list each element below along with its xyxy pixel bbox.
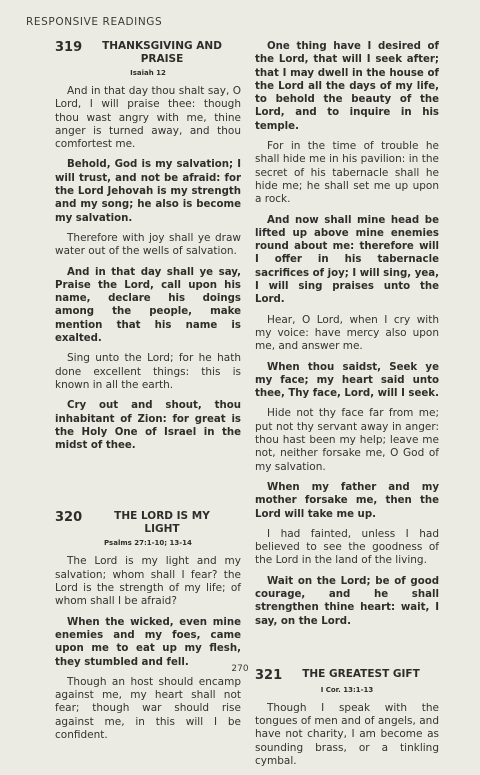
verse-leader: I had fainted, unless I had believed to see the goodness of the Lord in the land of the living. — [255, 527, 439, 567]
verse-response: And now shall mine head be lifted up above mine enemies round about me: therefore will I offer in his tabernacle sacrifices of joy; I will sing, yea, I will sing praises unto the Lord. — [255, 214, 439, 306]
scripture-reference: Isaiah 12 — [130, 69, 166, 77]
verse-leader: Though an host should encamp against me, my heart shall not fear; though war should rise against me, in this will I be confident. — [55, 675, 241, 741]
verse-leader: Though I speak with the tongues of men and of angels, and have not charity, I am become as sounding brass, or a tinkling cymbal. — [255, 701, 439, 768]
left-column — [55, 40, 241, 749]
verse-leader: And in that day thou shalt say, O Lord, I will praise thee: though thou wast angry with me, thine anger is turned away, and thou comfortest me. — [55, 85, 241, 151]
reading-number: 319 — [55, 40, 83, 55]
verse-response: When thou saidst, Seek ye my face; my heart said unto thee, Thy face, Lord, will I seek. — [255, 361, 439, 400]
verse-leader: Hear, O Lord, when I cry with my voice: have mercy also upon me, and answer me. — [255, 313, 439, 353]
verse-leader: The Lord is my light and my salvation; whom shall I fear? the Lord is the strength of my life; of whom shall I be afraid? — [55, 555, 241, 608]
page-number: 270 — [231, 664, 249, 674]
scripture-reference: Psalms 27:1-10; 13-14 — [104, 539, 192, 548]
reading-title: THE GREATEST GIFT — [302, 667, 420, 680]
verse-response: When the wicked, even mine enemies and my foes, came upon me to eat up my flesh, they stumbled and fell. — [55, 616, 241, 668]
verse-response: Cry out and shout, thou inhabitant of Zion: for great is the Holy One of Israel in the midst of thee. — [55, 400, 241, 452]
reading-number: 320 — [55, 510, 83, 526]
verse-leader: Hide not thy face far from me; put not thy servant away in anger: thou hast been my help; leave me not, neither forsake me, O God of my salvation. — [255, 407, 439, 473]
verse-response: Behold, God is my salvation; I will trust, and not be afraid: for the Lord Jehovah is my strength and my song; he also is become my salvation. — [55, 159, 241, 224]
verse-leader: Therefore with joy shall ye draw water out of the wells of salvation. — [55, 231, 241, 258]
reading-319 — [55, 40, 241, 452]
verse-response: One thing have I desired of the Lord, that will I seek after; that I may dwell in the house of the Lord all the days of my life, to behold the beauty of the Lord, and to inquire in his temple. — [255, 41, 439, 132]
scripture-reference: I Cor. 13:1-13 — [320, 685, 374, 694]
reading-title: THANKSGIVING AND PRAISE — [102, 40, 222, 65]
running-header: RESPONSIVE READINGS — [26, 16, 163, 28]
reading-heading — [55, 40, 241, 66]
verse-response: Wait on the Lord; be of good courage, and he shall strengthen thine heart: wait, I say, on the Lord. — [255, 575, 439, 627]
reading-320 — [55, 510, 241, 742]
verse-response: And in that day shall ye say, Praise the Lord, call upon his name, declare his doings among the people, make mention that his name is exalted. — [55, 266, 241, 345]
verse-response: When my father and my mother forsake me, then the Lord will take me up. — [255, 481, 439, 520]
reading-321 — [255, 668, 439, 768]
verse-leader: For in the time of trouble he shall hide me in his pavilion: in the secret of his tabernacle shall he hide me; he shall set me up upon a rock. — [255, 140, 439, 206]
verse-leader: Sing unto the Lord; for he hath done excellent things: this is known in all the earth. — [55, 352, 241, 391]
reading-title: THE LORD IS MY LIGHT — [114, 510, 210, 536]
reading-heading — [55, 510, 241, 536]
reading-number: 321 — [255, 667, 283, 683]
